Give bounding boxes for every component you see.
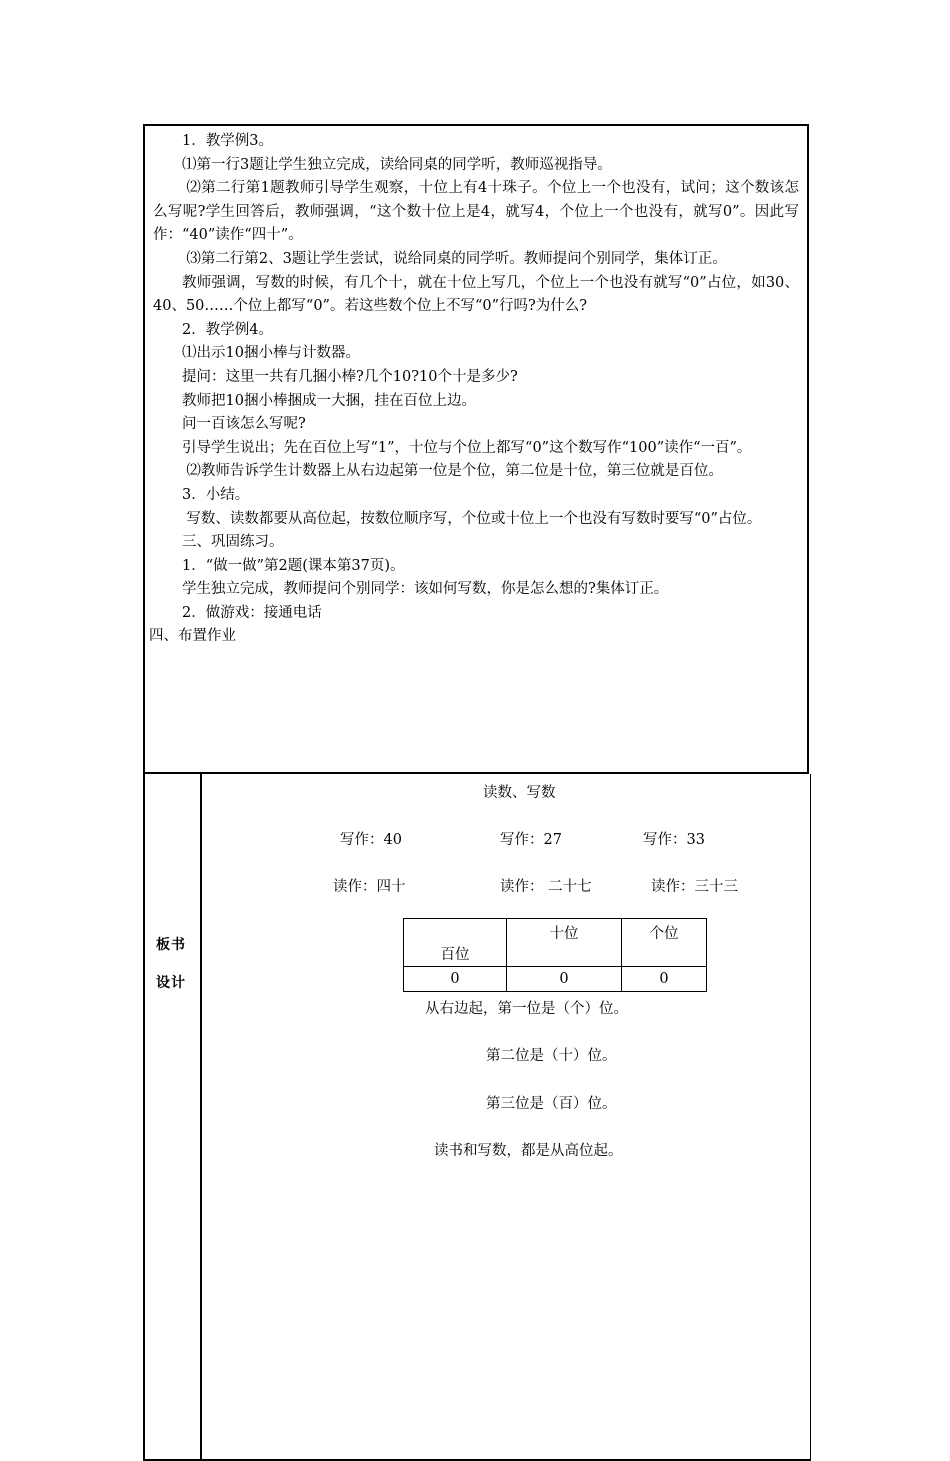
write-item: 写作：40 [340, 832, 402, 848]
place-value-cell: 0 [507, 967, 622, 992]
paragraph: ⑶第二行第2、3题让学生尝试，说给同桌的同学听。教师提问个别同学，集体订正。 [186, 250, 727, 267]
paragraph: ⑴第一行3题让学生独立完成，读给同桌的同学听，教师巡视指导。 [182, 156, 612, 173]
lesson-procedure-cell [143, 124, 809, 774]
board-note: 第三位是（百）位。 [486, 1096, 617, 1112]
paragraph: 问一百该怎么写呢? [182, 416, 306, 433]
paragraph: 教师把10捆小棒捆成一大捆，挂在百位上边。 [182, 392, 476, 409]
paragraph: ⑵教师告诉学生计数器上从右边起第一位是个位，第二位是十位，第三位就是百位。 [186, 463, 723, 480]
board-label-cell [145, 774, 202, 1459]
step-example-3: 1．教学例3。 [182, 133, 273, 149]
paragraph: 学生独立完成，教师提问个别同学：该如何写数，你是怎么想的?集体订正。 [182, 581, 669, 598]
section-practice: 三、巩固练习。 [182, 534, 284, 551]
board-title: 读数、写数 [483, 785, 556, 801]
place-value-table [403, 918, 707, 992]
board-note: 读书和写数，都是从高位起。 [434, 1143, 623, 1159]
write-item: 写作：27 [500, 832, 562, 848]
step-example-4: 2．教学例4。 [182, 321, 273, 338]
board-note: 第二位是（十）位。 [486, 1048, 617, 1064]
place-header-tens: 十位 [507, 919, 622, 967]
board-label-line2: 设计 [156, 975, 186, 991]
read-item: 读作： 二十七 [500, 879, 592, 895]
paragraph: ⑵第二行第1题教师引导学生观察，十位上有4十珠子。个位上一个也没有，试问；这个数该怎么写呢?学生回答后，教师强调，“这个数十位上是4，就写4，个位上一个也没有，就写0”。因此写作：“40”读作“四十”。 [153, 180, 799, 244]
section-homework: 四、布置作业 [149, 628, 236, 645]
step-summary: 3．小结。 [182, 486, 250, 503]
paragraph: ⑴出示10捆小棒与计数器。 [182, 345, 360, 362]
place-header-ones: 个位 [622, 919, 707, 967]
write-item: 写作：33 [643, 832, 705, 848]
board-label-line1: 板书 [156, 937, 186, 953]
read-item: 读作：三十三 [651, 879, 738, 895]
paragraph: 写数、读数都要从高位起，按数位顺序写，个位或十位上一个也没有写数时要写“0”占位。 [186, 510, 762, 527]
paragraph: 教师强调，写数的时候，有几个十，就在十位上写几，个位上一个也没有就写“0”占位，如30、40、50……个位上都写“0”。若这些数个位上不写“0”行吗?为什么? [153, 274, 799, 315]
paragraph: 提问：这里一共有几捆小棒?几个10?10个十是多少? [182, 368, 518, 385]
paragraph: 引导学生说出；先在百位上写“1”，十位与个位上都写“0”这个数写作“100”读作“一百”。 [182, 439, 752, 456]
paragraph: 1．“做一做”第2题(课本第37页)。 [182, 557, 405, 574]
board-note: 从右边起，第一位是（个）位。 [425, 1001, 628, 1017]
place-header-hundreds: 百位 [404, 919, 507, 967]
read-item: 读作：四十 [333, 879, 406, 895]
place-value-cell: 0 [404, 967, 507, 992]
place-value-cell: 0 [622, 967, 707, 992]
paragraph: 2．做游戏：接通电话 [182, 604, 322, 621]
